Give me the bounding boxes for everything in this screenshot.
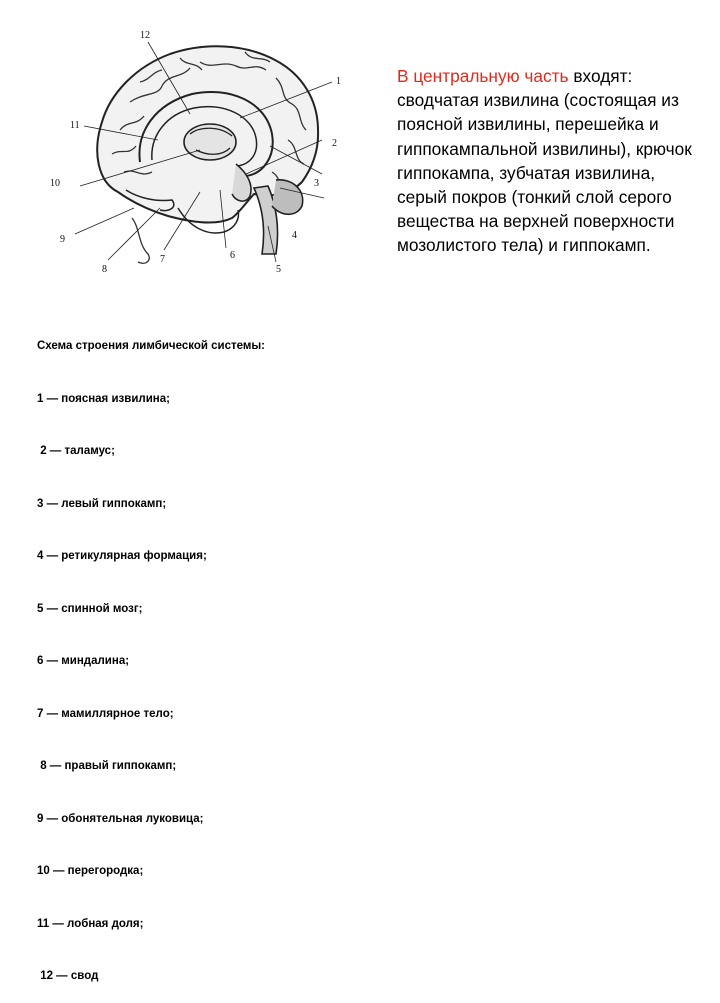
caption-item: 7 — мамиллярное тело; xyxy=(37,707,174,720)
figure-label-7: 7 xyxy=(160,254,165,265)
figure-label-8: 8 xyxy=(102,264,107,275)
figure-label-10: 10 xyxy=(50,178,60,189)
figure-label-1: 1 xyxy=(336,76,341,87)
caption-item: 1 — поясная извилина; xyxy=(37,392,170,405)
figure-caption xyxy=(37,303,367,1003)
highlight-phrase: В центральную часть xyxy=(397,66,569,86)
caption-item: 9 — обонятельная луковица; xyxy=(37,812,204,825)
figure-label-4: 4 xyxy=(292,230,297,241)
caption-title: Схема строения лимбической системы: xyxy=(37,340,266,352)
caption-item: 10 — перегородка; xyxy=(37,865,144,877)
caption-item: 12 — свод xyxy=(37,970,99,982)
figure-label-3: 3 xyxy=(314,178,319,189)
limbic-system-figure xyxy=(40,22,355,290)
figure-label-2: 2 xyxy=(332,138,337,149)
caption-item: 5 — спинной мозг; xyxy=(37,602,143,615)
caption-item: 4 — ретикулярная формация; xyxy=(37,550,207,562)
figure-label-11: 11 xyxy=(70,120,80,131)
body-text: входят: сводчатая извилина (состоящая из поясной извилины, перешейка и гиппокампальной извилины), крючок гиппокампа, зубчатая извилина, серый покров (тонкий слой серого вещества на верхней поверхности мозолистого тела) и гиппокамп. xyxy=(397,66,692,256)
brain-illustration xyxy=(40,22,355,290)
caption-item: 8 — правый гиппокамп; xyxy=(37,760,177,772)
caption-item: 6 — миндалина; xyxy=(37,655,130,667)
figure-label-12: 12 xyxy=(140,30,150,41)
figure-label-9: 9 xyxy=(60,234,65,245)
caption-item: 2 — таламус; xyxy=(37,445,115,457)
figure-label-6: 6 xyxy=(230,250,235,261)
caption-item: 11 — лобная доля; xyxy=(37,917,144,930)
description-paragraph xyxy=(397,64,697,258)
caption-item: 3 — левый гиппокамп; xyxy=(37,497,167,510)
figure-label-5: 5 xyxy=(276,264,281,275)
